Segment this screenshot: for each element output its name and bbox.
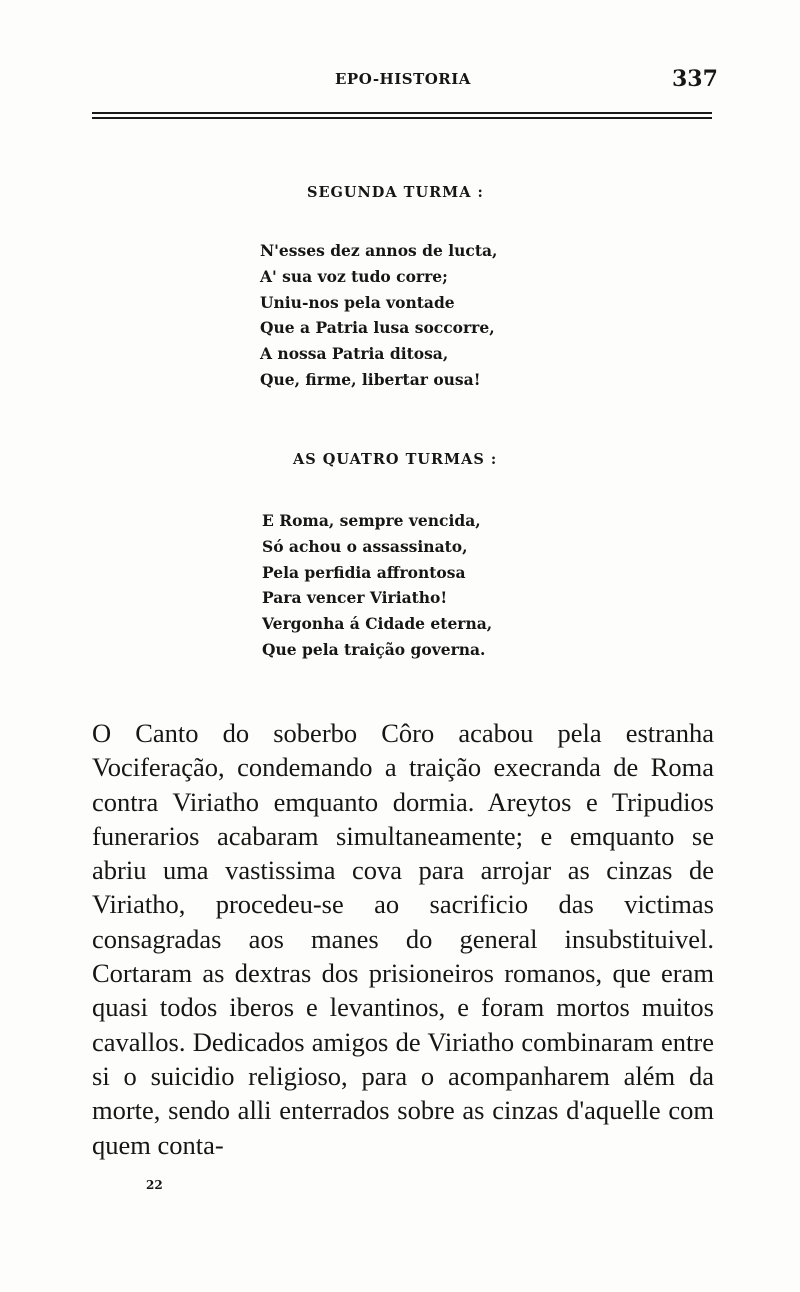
page-number: 337 [672,66,718,92]
verse-line: Vergonha á Cidade eterna, [262,614,493,634]
verse-line: Que a Patria lusa soccorre, [260,318,495,338]
stanza-heading: SEGUNDA TURMA : [307,184,484,201]
verse-line: Para vencer Viriatho! [262,588,448,608]
verse-stanza [260,238,497,393]
verse-line: Uniu-nos pela vontade [260,292,455,312]
running-head: EPO-HISTORIA [335,70,471,88]
signature-mark: 22 [146,1178,163,1192]
verse-line: A' sua voz tudo corre; [260,266,448,286]
body-paragraph: O Canto do soberbo Côro acabou pela estranha Vociferação, condemando a traição execranda de Roma contra Viriatho emquanto dormia. Areytos e Tripudios funerarios acabaram simultaneamente; e emquanto se abriu uma vastissima cova para arrojar as cinzas de Viriatho, procedeu-se ao sacrificio das victimas consagradas aos manes do general insubstituivel. Cortaram as dextras dos prisioneiros romanos, que eram quasi todos iberos e levantinos, e foram mortos muitos cavallos. Dedicados amigos de Viriatho combinaram entre si o suicidio religioso, para o acompanharem além da morte, sendo alli enterrados sobre as cinzas d'aquelle com quem conta- [92,718,714,1160]
verse-line: Só achou o assassinato, [262,536,468,556]
verse-stanza [262,508,492,663]
verse-line: Que pela traição governa. [262,639,486,659]
verse-line: Que, firme, libertar ousa! [260,369,481,389]
verse-line: N'esses dez annos de lucta, [260,241,498,260]
verse-line: E Roma, sempre vencida, [262,511,481,530]
header-rule-thin [92,117,712,119]
header-rule-thick [92,112,712,114]
verse-line: Pela perfidia affrontosa [262,562,466,582]
verse-line: A nossa Patria ditosa, [260,344,449,364]
stanza-heading: AS QUATRO TURMAS : [293,451,498,468]
